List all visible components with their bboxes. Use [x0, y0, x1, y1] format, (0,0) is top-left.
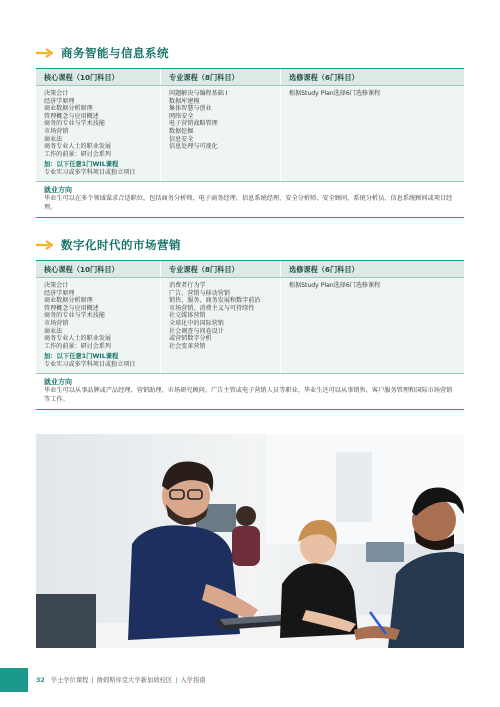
wil-heading: 加：以下任意1门WIL课程 [44, 353, 119, 361]
elective-courses-column [280, 86, 464, 181]
students-photo [36, 434, 464, 648]
header-core: 核心课程（10门科目） [44, 265, 119, 274]
elective-text: 根据Study Plan选择6门选修课程 [289, 282, 381, 289]
header-major: 专业课程（8门科目） [160, 69, 280, 85]
arrow-icon [36, 240, 54, 250]
career-text: 毕业生可以在多个领域谋求合适职位，包括商务分析师、电子商务经理、信息系统经理、安全分析师、安全顾问、系统分析员、信息系统顾问或项目经理。 [44, 194, 453, 211]
section-business-intelligence [36, 44, 464, 218]
list-item: 商务的专业与学术技能 [44, 120, 105, 128]
wil-text: 专业实习或多学科项目或独立项目 [44, 361, 136, 369]
header-elective: 选修课程（6门科目） [280, 261, 464, 277]
elective-text: 根据Study Plan选择6门选修课程 [289, 90, 381, 97]
header-core: 核心课程（10门科目） [44, 73, 119, 82]
list-item: 市场营销、消费主义与可持续性 [169, 304, 255, 312]
list-item: 商业法 [44, 135, 63, 143]
list-item: 商业数据分析原理 [44, 297, 93, 305]
list-item: 市场营销 [44, 319, 69, 327]
list-item: 管理概念与应用概述 [44, 304, 99, 312]
students-illustration [36, 434, 464, 648]
career-heading: 就业方向 [44, 377, 72, 386]
list-item: 集体智慧与创业 [169, 105, 212, 113]
career-block [36, 182, 464, 218]
section-heading [36, 44, 464, 62]
wil-text: 专业实习或多学科项目或独立项目 [44, 169, 136, 177]
page-number: 32 [36, 677, 45, 684]
footer-text-1: 学士学位课程 [50, 677, 89, 684]
list-item: 销售、服务、商务发展和数字前沿 [169, 297, 261, 305]
list-item: 电子营销战略管理 [169, 120, 218, 128]
footer-text-2: 詹姆斯库克大学新加坡校区 [96, 677, 173, 684]
core-courses-column [36, 278, 160, 373]
list-item: 决策会计 [44, 90, 69, 97]
list-item: 网络安全 [169, 112, 194, 120]
section-heading [36, 236, 464, 254]
wil-heading: 加：以下任意1门WIL课程 [44, 161, 119, 169]
list-item: 商务的专业与学术技能 [44, 312, 105, 320]
career-text: 毕业生可以从事品牌或产品经理、营销助理、市场研究顾问、广告主管或电子营销人员等职业。毕业生还可以从事销售、客户服务管理和国际市场营销等工作。 [44, 386, 453, 403]
major-courses-column [160, 278, 280, 373]
section-title: 商务智能与信息系统 [61, 46, 169, 60]
list-item: 商业数据分析原理 [44, 105, 93, 113]
table-header-row [36, 261, 464, 278]
footer-color-bar [0, 668, 28, 692]
footer-text-3: 入学指南 [180, 677, 206, 684]
table-body-row [36, 86, 464, 182]
list-item: 工作的前景：研讨会系列 [44, 342, 112, 350]
list-item: 数据库建模 [169, 97, 200, 105]
list-item: 信息安全 [169, 135, 194, 143]
list-item: 数据挖掘 [169, 127, 194, 135]
career-heading: 就业方向 [44, 185, 72, 194]
table-header-row [36, 69, 464, 86]
list-item: 或营销数字分析 [169, 335, 212, 343]
career-block [36, 374, 464, 410]
list-item: 社会变革营销 [169, 342, 206, 350]
major-courses-column [160, 86, 280, 181]
list-item: 信息处理与可视化 [169, 143, 218, 151]
list-item: 工作的前景：研讨会系列 [44, 150, 112, 158]
section-digital-marketing [36, 236, 464, 410]
header-major: 专业课程（8门科目） [160, 261, 280, 277]
list-item: 商务专业人士的职业发展 [44, 143, 112, 151]
header-elective: 选修课程（6门科目） [280, 69, 464, 85]
list-item: 广告、营销与移动营销 [169, 289, 230, 297]
elective-courses-column [280, 278, 464, 373]
list-item: 问题解决与编程基础 I [169, 90, 228, 97]
table-body-row [36, 278, 464, 374]
list-item: 决策会计 [44, 282, 69, 289]
arrow-icon [36, 48, 54, 58]
list-item: 经济学原理 [44, 97, 75, 105]
list-item: 经济学原理 [44, 289, 75, 297]
section-title: 数字化时代的市场营销 [61, 238, 181, 252]
list-item: 社交媒体营销 [169, 312, 206, 320]
page-footer [36, 675, 206, 684]
list-item: 消费者行为学 [169, 282, 206, 289]
list-item: 社会调查与问卷设计 [169, 327, 224, 335]
list-item: 商业法 [44, 327, 63, 335]
course-table [36, 68, 464, 218]
list-item: 管理概念与应用概述 [44, 112, 99, 120]
list-item: 市场营销 [44, 127, 69, 135]
core-courses-column [36, 86, 160, 181]
course-table [36, 260, 464, 410]
list-item: 商务专业人士的职业发展 [44, 335, 112, 343]
list-item: 全球化中的国际营销 [169, 319, 224, 327]
footer-separator: | [91, 677, 94, 684]
footer-separator: | [175, 677, 178, 684]
